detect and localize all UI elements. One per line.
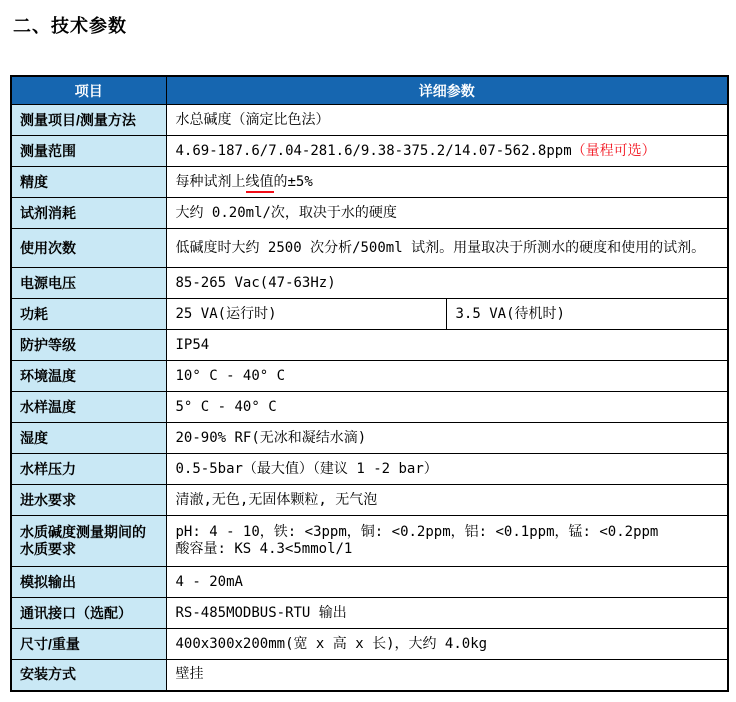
table-row — [11, 485, 728, 516]
table-row — [11, 423, 728, 454]
row-label: 防护等级 — [11, 330, 166, 361]
row-label: 通讯接口（选配） — [11, 598, 166, 629]
table-row — [11, 660, 728, 691]
row-label: 水样压力 — [11, 454, 166, 485]
spec-table-header — [11, 76, 728, 105]
row-value: 400x300x200mm(宽 x 高 x 长)，大约 4.0kg — [166, 629, 728, 660]
table-row — [11, 268, 728, 299]
water-quality-line2: 酸容量: KS 4.3<5mmol/1 — [175, 541, 353, 557]
row-value: 低碱度时大约 2500 次分析/500ml 试剂。用量取决于所测水的硬度和使用的试剂。 — [166, 229, 728, 268]
row-label: 使用次数 — [11, 229, 166, 268]
table-row — [11, 198, 728, 229]
table-row — [11, 105, 728, 136]
row-value — [166, 136, 728, 167]
page-title: 二、技术参数 — [13, 16, 127, 36]
table-row — [11, 598, 728, 629]
row-label: 试剂消耗 — [11, 198, 166, 229]
water-quality-line1: pH: 4 - 10，铁: <3ppm，铜: <0.2ppm，铝: <0.1ppm，锰: <0.2ppm — [175, 524, 659, 540]
accuracy-suffix: 的±5% — [273, 173, 313, 190]
row-label: 精度 — [11, 167, 166, 198]
row-value: 壁挂 — [166, 660, 728, 691]
header-cell-params: 详细参数 — [166, 76, 728, 105]
row-value: 清澈,无色,无固体颗粒, 无气泡 — [166, 485, 728, 516]
row-value: 4 - 20mA — [166, 567, 728, 598]
range-note-red: （量程可选） — [571, 142, 656, 159]
row-value: 20-90% RF(无冰和凝结水滴) — [166, 423, 728, 454]
row-label: 尺寸/重量 — [11, 629, 166, 660]
table-row — [11, 136, 728, 167]
row-label: 电源电压 — [11, 268, 166, 299]
table-row — [11, 629, 728, 660]
row-value-standby: 3.5 VA(待机时) — [446, 299, 728, 330]
row-label: 水质碱度测量期间的水质要求 — [11, 516, 166, 567]
range-value: 4.69-187.6/7.04-281.6/9.38-375.2/14.07-562.8ppm — [175, 142, 572, 159]
accuracy-underlined: 线值 — [246, 174, 274, 193]
table-row — [11, 567, 728, 598]
row-label: 进水要求 — [11, 485, 166, 516]
row-value: 0.5-5bar（最大值）（建议 1 -2 bar） — [166, 454, 728, 485]
row-value-running: 25 VA(运行时) — [166, 299, 446, 330]
table-row — [11, 229, 728, 268]
row-value: 85-265 Vac(47-63Hz) — [166, 268, 728, 299]
accuracy-prefix: 每种试剂上 — [175, 173, 246, 190]
table-row — [11, 516, 728, 567]
row-label: 测量范围 — [11, 136, 166, 167]
table-row — [11, 361, 728, 392]
row-value — [166, 167, 728, 198]
spec-table — [10, 75, 729, 692]
row-value: 10° C - 40° C — [166, 361, 728, 392]
table-row — [11, 392, 728, 423]
row-value: RS-485MODBUS-RTU 输出 — [166, 598, 728, 629]
row-label: 模拟输出 — [11, 567, 166, 598]
table-row — [11, 454, 728, 485]
table-row — [11, 299, 728, 330]
row-value: IP54 — [166, 330, 728, 361]
header-row — [11, 76, 728, 105]
header-cell-item: 项目 — [11, 76, 166, 105]
row-label: 安装方式 — [11, 660, 166, 691]
row-label: 水样温度 — [11, 392, 166, 423]
row-value — [166, 516, 728, 567]
row-value: 5° C - 40° C — [166, 392, 728, 423]
row-label: 功耗 — [11, 299, 166, 330]
table-row — [11, 167, 728, 198]
row-label: 环境温度 — [11, 361, 166, 392]
row-label: 湿度 — [11, 423, 166, 454]
row-value: 大约 0.20ml/次，取决于水的硬度 — [166, 198, 728, 229]
row-label: 测量项目/测量方法 — [11, 105, 166, 136]
table-row — [11, 330, 728, 361]
row-value: 水总碱度（滴定比色法） — [166, 105, 728, 136]
